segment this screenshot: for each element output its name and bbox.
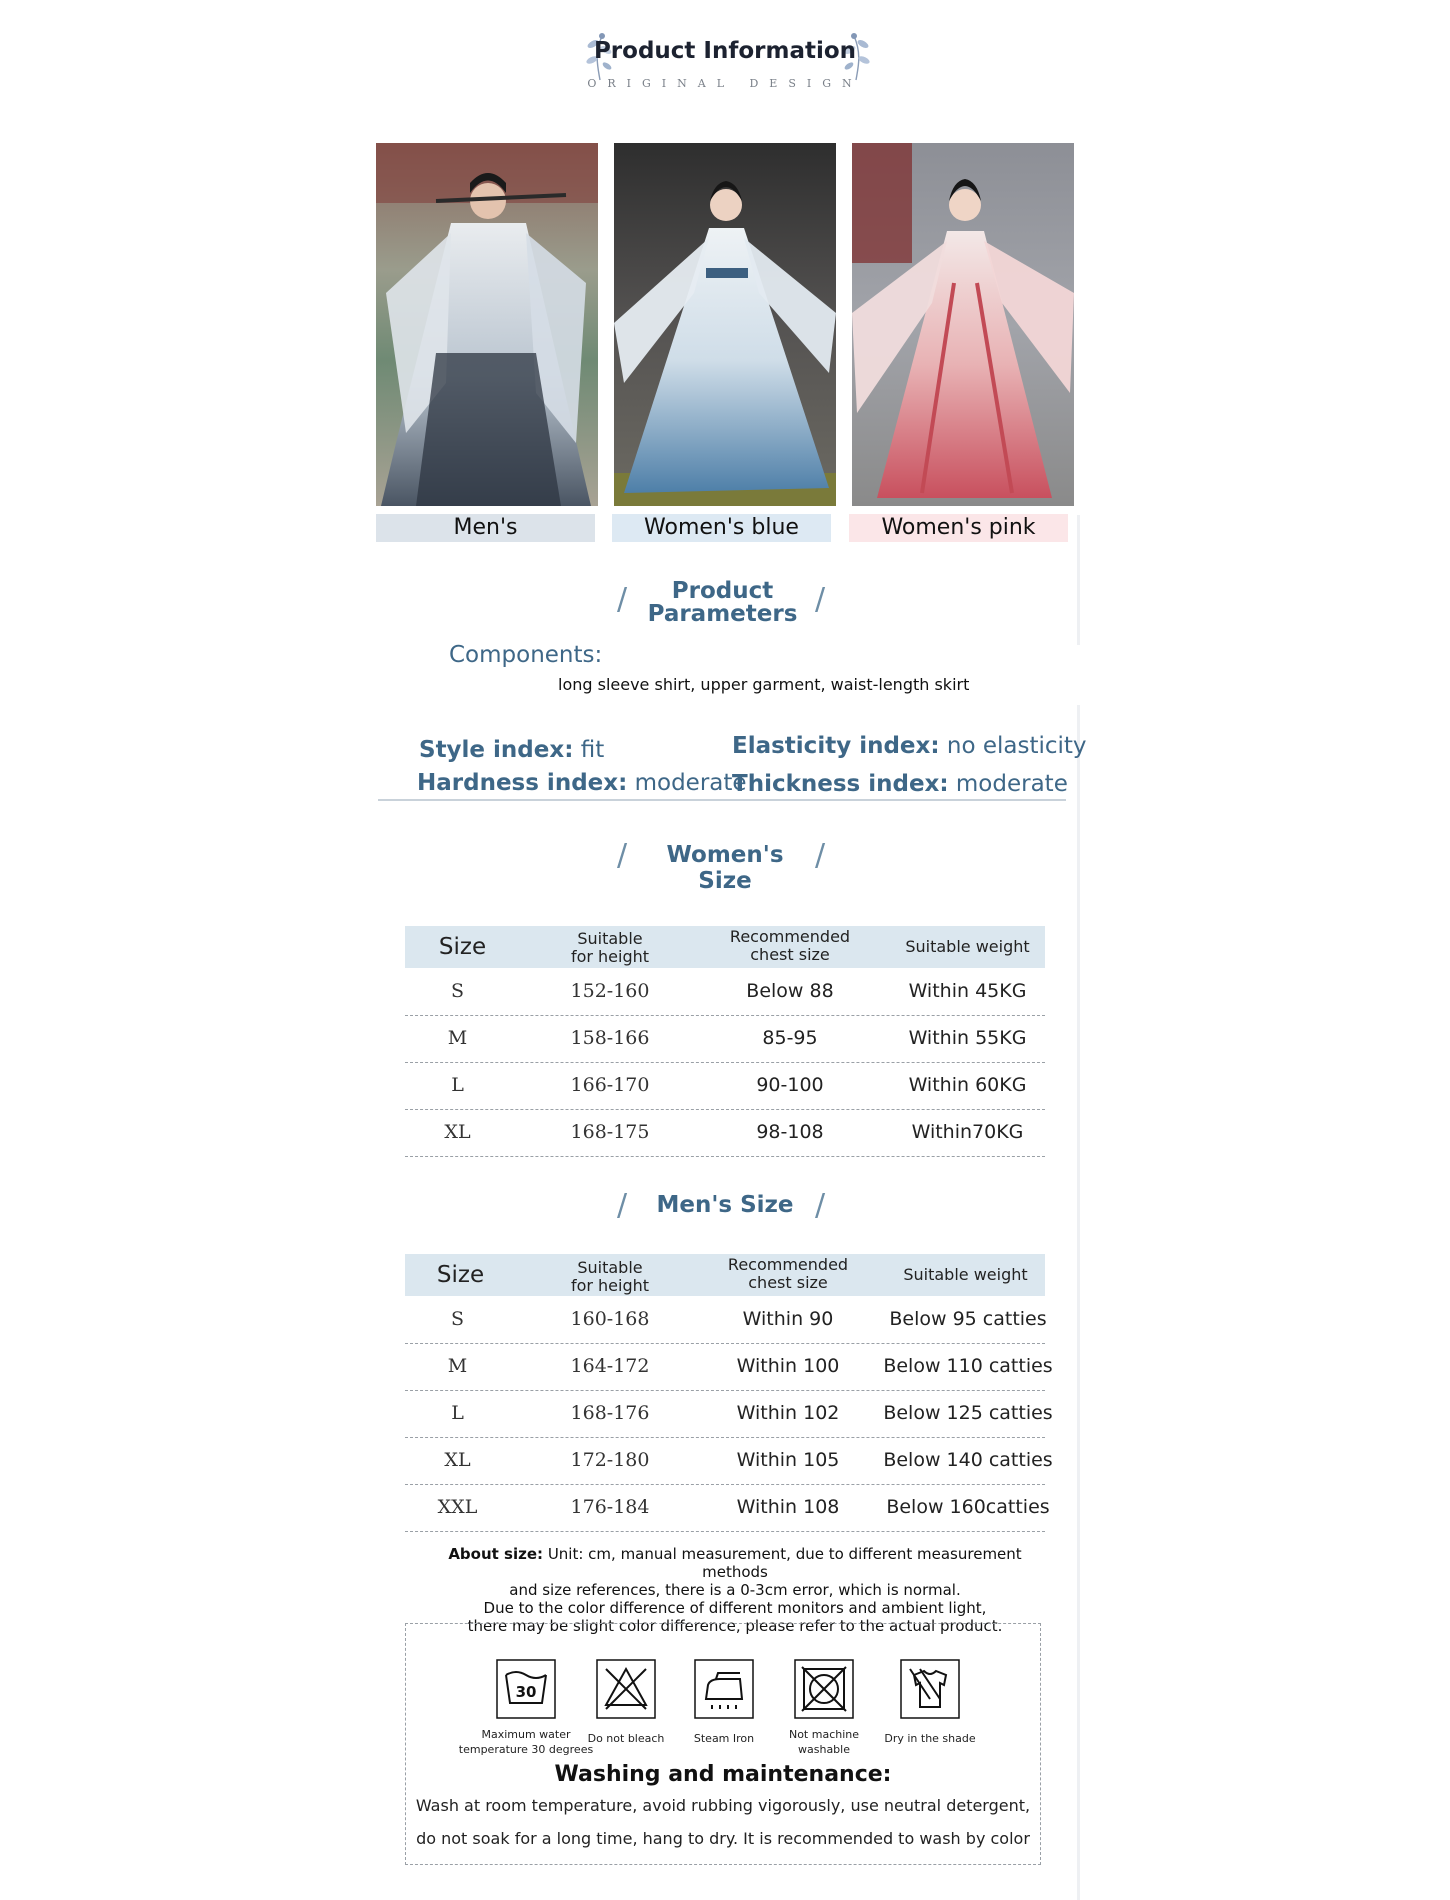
cell-size: XL (444, 1449, 471, 1471)
page-title: Product Information (593, 38, 857, 64)
care-label-line: temperature 30 degrees (458, 1743, 594, 1756)
header-height (545, 1259, 675, 1295)
product-parameters-heading (640, 580, 805, 626)
thickness-index (732, 771, 1068, 797)
cell-height: 176-184 (570, 1496, 650, 1518)
style-value: fit (580, 737, 605, 763)
note-line: there may be slight color difference, please refer to the actual product. (467, 1617, 1003, 1635)
cell-weight: Within 45KG (908, 980, 1027, 1002)
table-row (405, 1343, 1053, 1391)
womens-pink-caption (849, 514, 1068, 542)
header-line: Suitable (577, 929, 643, 948)
care-label-line: washable (798, 1743, 850, 1756)
no-machine-wash-icon (794, 1659, 854, 1719)
cell-size: L (451, 1074, 464, 1096)
cell-height: 168-176 (570, 1402, 650, 1424)
cell-height: 166-170 (570, 1074, 650, 1096)
cell-chest: Within 100 (736, 1355, 840, 1377)
caption-label: Women's pink (881, 515, 1036, 540)
cell-weight: Below 110 catties (883, 1355, 1053, 1377)
about-size-note (420, 1545, 1050, 1635)
cell-weight: Below 125 catties (883, 1402, 1053, 1424)
header-size: Size (438, 934, 487, 960)
cell-chest: 85-95 (762, 1027, 818, 1049)
cell-chest: Within 105 (736, 1449, 840, 1471)
cell-chest: 98-108 (756, 1121, 824, 1143)
mens-hanfu-photo (376, 143, 598, 506)
table-row (405, 968, 1045, 1016)
mens-size-heading: Men's Size (656, 1192, 794, 1218)
slash-right: / (815, 1188, 826, 1223)
womens-size-heading: Women's Size (666, 842, 784, 894)
header-height (545, 930, 675, 966)
cell-size: XXL (437, 1496, 478, 1518)
about-size-label: About size: (448, 1545, 544, 1563)
care-label-line: Not machine (788, 1728, 860, 1741)
header-size: Size (436, 1262, 485, 1288)
hardness-value: moderate (634, 770, 747, 796)
caption-label: Men's (453, 515, 518, 540)
do-not-bleach-label: Do not bleach (587, 1732, 665, 1745)
note-line: and size references, there is a 0-3cm error, which is normal. (509, 1581, 961, 1599)
thickness-label: Thickness index: (732, 771, 949, 797)
cell-size: M (447, 1355, 468, 1377)
elasticity-label: Elasticity index: (732, 733, 940, 759)
header-weight: Suitable weight (905, 937, 1030, 956)
steam-iron-label: Steam Iron (693, 1732, 755, 1745)
cell-chest: Within 90 (742, 1308, 834, 1330)
cell-size: M (447, 1027, 468, 1049)
cell-weight: Below 160catties (886, 1496, 1050, 1518)
care-line: do not soak for a long time, hang to dry. It is recommended to wash by color (416, 1829, 1030, 1848)
heading-line: Product (671, 578, 774, 604)
mens-caption (376, 514, 595, 542)
table-row (405, 1015, 1045, 1063)
slash-right: / (815, 838, 826, 873)
womens-pink-hanfu-photo (852, 143, 1074, 506)
cell-weight: Within 55KG (908, 1027, 1027, 1049)
table-row (405, 1109, 1045, 1157)
cell-chest: 90-100 (756, 1074, 824, 1096)
care-instructions-box (405, 1623, 1041, 1865)
style-index (419, 737, 604, 763)
womens-blue-hanfu-photo (614, 143, 836, 506)
slash-left: / (617, 838, 628, 873)
dry-in-shade-label: Dry in the shade (884, 1732, 976, 1745)
table-header (405, 926, 1045, 968)
header-line: Recommended (729, 927, 851, 946)
style-label: Style index: (419, 737, 574, 763)
elasticity-index (732, 733, 1087, 759)
components-label: Components: (449, 642, 603, 668)
care-line: Wash at room temperature, avoid rubbing vigorously, use neutral detergent, (415, 1796, 1031, 1815)
page-subtitle: ORIGINAL DESIGN (587, 77, 863, 90)
divider (378, 799, 1066, 801)
header-chest (715, 928, 865, 964)
slash-left: / (617, 1188, 628, 1223)
heading-line: Parameters (647, 601, 798, 627)
header-line: for height (570, 947, 650, 966)
note-line: Unit: cm, manual measurement, due to different measurement methods (547, 1545, 1022, 1581)
steam-iron-icon (694, 1659, 754, 1719)
header-chest (713, 1256, 863, 1292)
divider (1077, 705, 1080, 1900)
cell-height: 152-160 (570, 980, 650, 1002)
components-value: long sleeve shirt, upper garment, waist-length skirt (558, 675, 970, 694)
note-line: Due to the color difference of different monitors and ambient light, (483, 1599, 987, 1617)
dry-in-shade-icon (900, 1659, 960, 1719)
table-header (405, 1254, 1045, 1296)
header-line: Recommended (727, 1255, 849, 1274)
hardness-index (417, 770, 747, 796)
header-line: for height (570, 1276, 650, 1295)
cell-chest: Within 102 (736, 1402, 840, 1424)
cell-size: XL (444, 1121, 471, 1143)
wash-30-icon (496, 1659, 556, 1719)
cell-weight: Within70KG (911, 1121, 1024, 1143)
table-row (405, 1296, 1045, 1344)
slash-left: / (617, 582, 628, 617)
cell-height: 172-180 (570, 1449, 650, 1471)
cell-size: S (450, 980, 465, 1002)
table-row (405, 1437, 1053, 1485)
slash-right: / (815, 582, 826, 617)
cell-height: 160-168 (570, 1308, 650, 1330)
cell-chest: Below 88 (746, 980, 834, 1002)
womens-size-table (405, 926, 1045, 1161)
cell-height: 164-172 (570, 1355, 650, 1377)
cell-size: S (450, 1308, 465, 1330)
cell-weight: Below 95 catties (889, 1308, 1047, 1330)
cell-height: 158-166 (570, 1027, 650, 1049)
table-row (405, 1062, 1045, 1110)
thickness-value: moderate (955, 771, 1068, 797)
cell-height: 168-175 (570, 1121, 650, 1143)
header-line: chest size (750, 945, 830, 964)
cell-size: L (451, 1402, 464, 1424)
header-weight: Suitable weight (903, 1265, 1028, 1284)
care-label-line: Maximum water (481, 1728, 571, 1741)
no-machine-wash-label (774, 1727, 874, 1757)
header-line: Suitable (577, 1258, 643, 1277)
cell-weight: Within 60KG (908, 1074, 1027, 1096)
mens-size-table (405, 1254, 1053, 1536)
do-not-bleach-icon (596, 1659, 656, 1719)
caption-label: Women's blue (644, 515, 799, 540)
header-line: chest size (748, 1273, 828, 1292)
table-row (405, 1390, 1053, 1438)
womens-blue-caption (612, 514, 831, 542)
cell-weight: Below 140 catties (883, 1449, 1053, 1471)
cell-chest: Within 108 (736, 1496, 840, 1518)
elasticity-value: no elasticity (946, 733, 1087, 759)
table-row (405, 1484, 1050, 1532)
divider (1077, 515, 1080, 645)
care-title: Washing and maintenance: (554, 1762, 892, 1787)
wash-temp-number: 30 (515, 1683, 537, 1701)
hardness-label: Hardness index: (417, 770, 628, 796)
